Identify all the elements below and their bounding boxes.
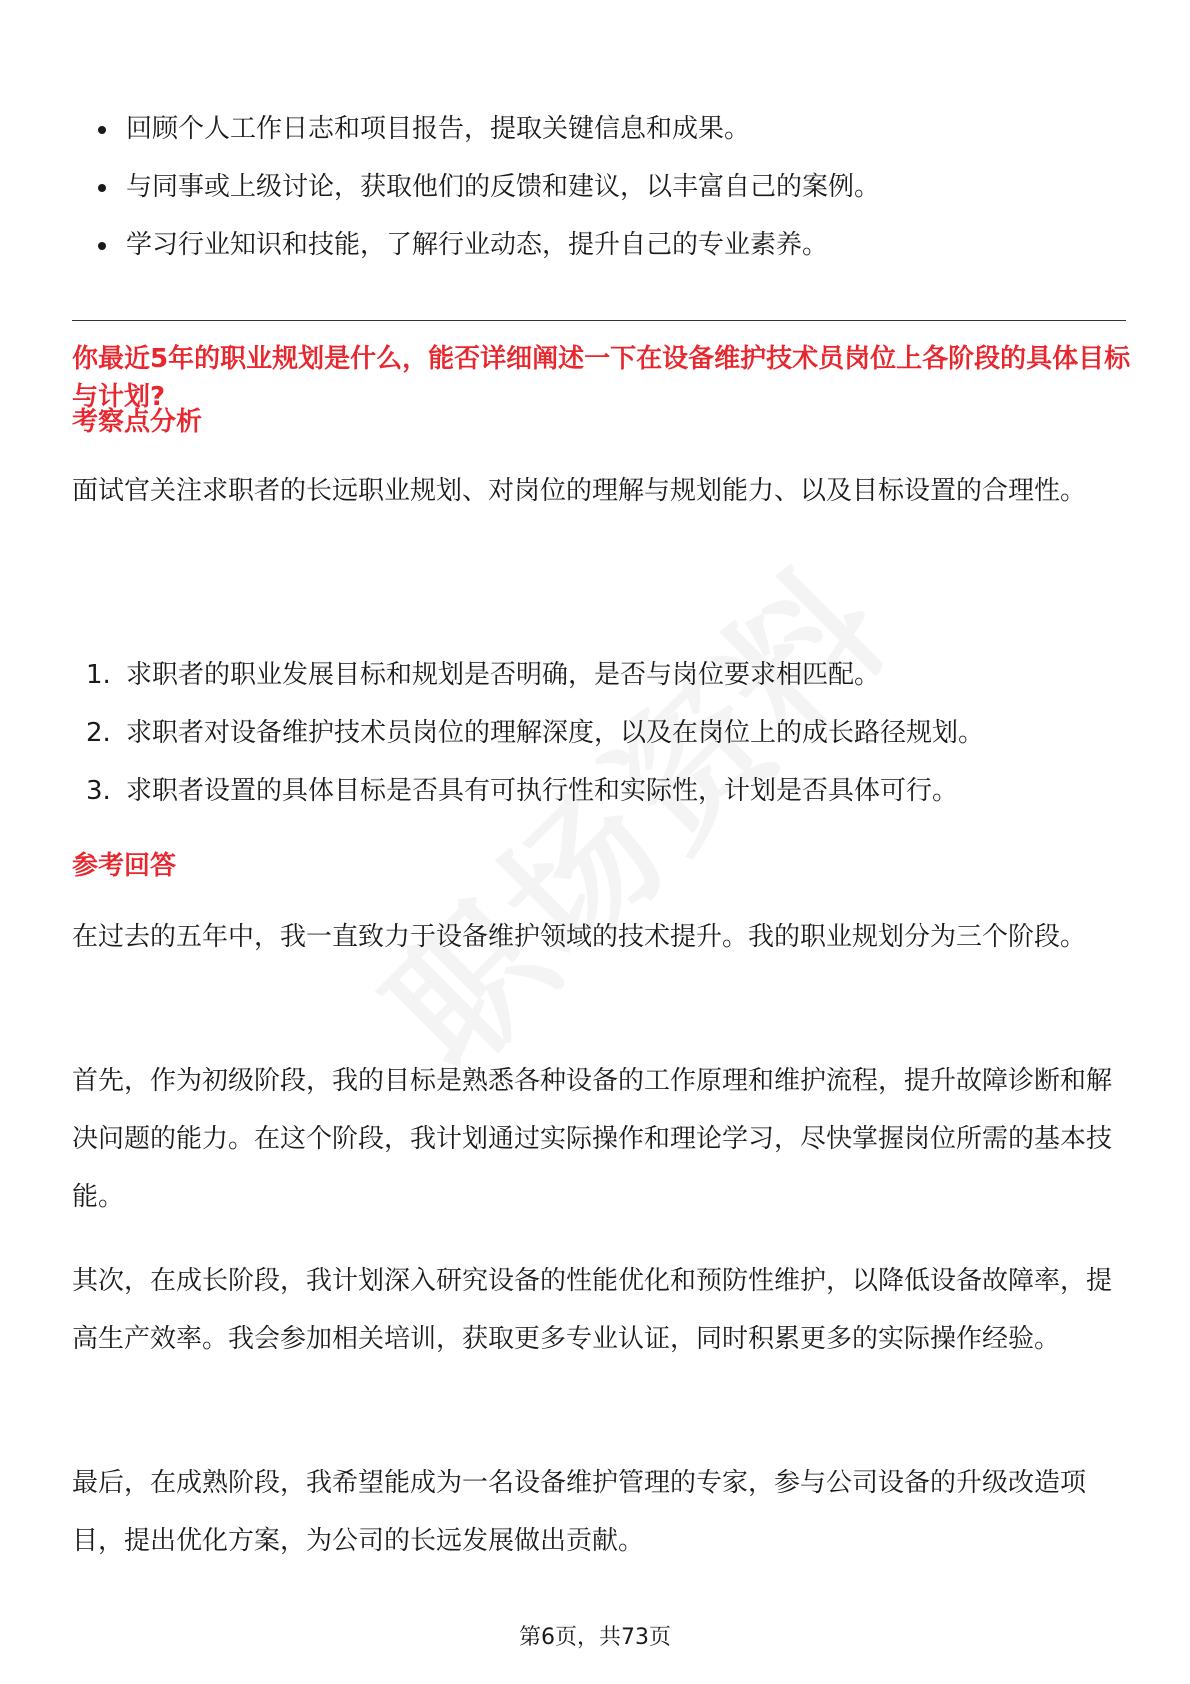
list-item <box>72 704 1126 762</box>
list-number: 3. <box>86 776 111 806</box>
list-item-text: 求职者对设备维护技术员岗位的理解深度，以及在岗位上的成长路径规划。 <box>126 718 985 748</box>
answer-paragraph: 其次，在成长阶段，我计划深入研究设备的性能优化和预防性维护，以降低设备故障率，提高生产效率。我会参加相关培训，获取更多专业认证，同时积累更多的实际操作经验。 <box>72 1266 1113 1354</box>
question-heading: 你最近5年的职业规划是什么，能否详细阐述一下在设备维护技术员岗位上各阶段的具体目标与计划? <box>72 344 1131 412</box>
analysis-points <box>72 646 1126 820</box>
list-item <box>72 646 1126 704</box>
list-item-text: 回顾个人工作日志和项目报告，提取关键信息和成果。 <box>126 114 751 144</box>
answer-paragraph: 最后，在成熟阶段，我希望能成为一名设备维护管理的专家，参与公司设备的升级改造项目，提出优化方案，为公司的长远发展做出贡献。 <box>72 1468 1087 1556</box>
list-number: 2. <box>86 718 111 748</box>
list-item-text: 求职者的职业发展目标和规划是否明确，是否与岗位要求相匹配。 <box>126 660 881 690</box>
bullet-list <box>90 100 1120 274</box>
analysis-title: 考察点分析 <box>72 407 203 437</box>
page-number: 第6页，共73页 <box>519 1625 671 1650</box>
analysis-intro: 面试官关注求职者的长远职业规划、对岗位的理解与规划能力、以及目标设置的合理性。 <box>72 476 1087 506</box>
list-item <box>90 158 1120 216</box>
bullet-dot-icon <box>98 126 106 134</box>
section-divider <box>72 320 1126 321</box>
list-item-text: 学习行业知识和技能，了解行业动态，提升自己的专业素养。 <box>126 230 829 260</box>
list-item <box>90 216 1120 274</box>
answer-paragraph: 首先，作为初级阶段，我的目标是熟悉各种设备的工作原理和维护流程，提升故障诊断和解决问题的能力。在这个阶段，我计划通过实际操作和理论学习，尽快掌握岗位所需的基本技能。 <box>72 1066 1113 1212</box>
answer-title: 参考回答 <box>72 851 177 881</box>
list-item-text: 与同事或上级讨论，获取他们的反馈和建议，以丰富自己的案例。 <box>126 172 881 202</box>
bullet-dot-icon <box>98 184 106 192</box>
list-item <box>90 100 1120 158</box>
bullet-dot-icon <box>98 242 106 250</box>
list-item <box>72 762 1126 820</box>
list-item-text: 求职者设置的具体目标是否具有可执行性和实际性，计划是否具体可行。 <box>126 776 959 806</box>
list-number: 1. <box>86 660 111 690</box>
answer-paragraph: 在过去的五年中，我一直致力于设备维护领域的技术提升。我的职业规划分为三个阶段。 <box>72 922 1087 952</box>
